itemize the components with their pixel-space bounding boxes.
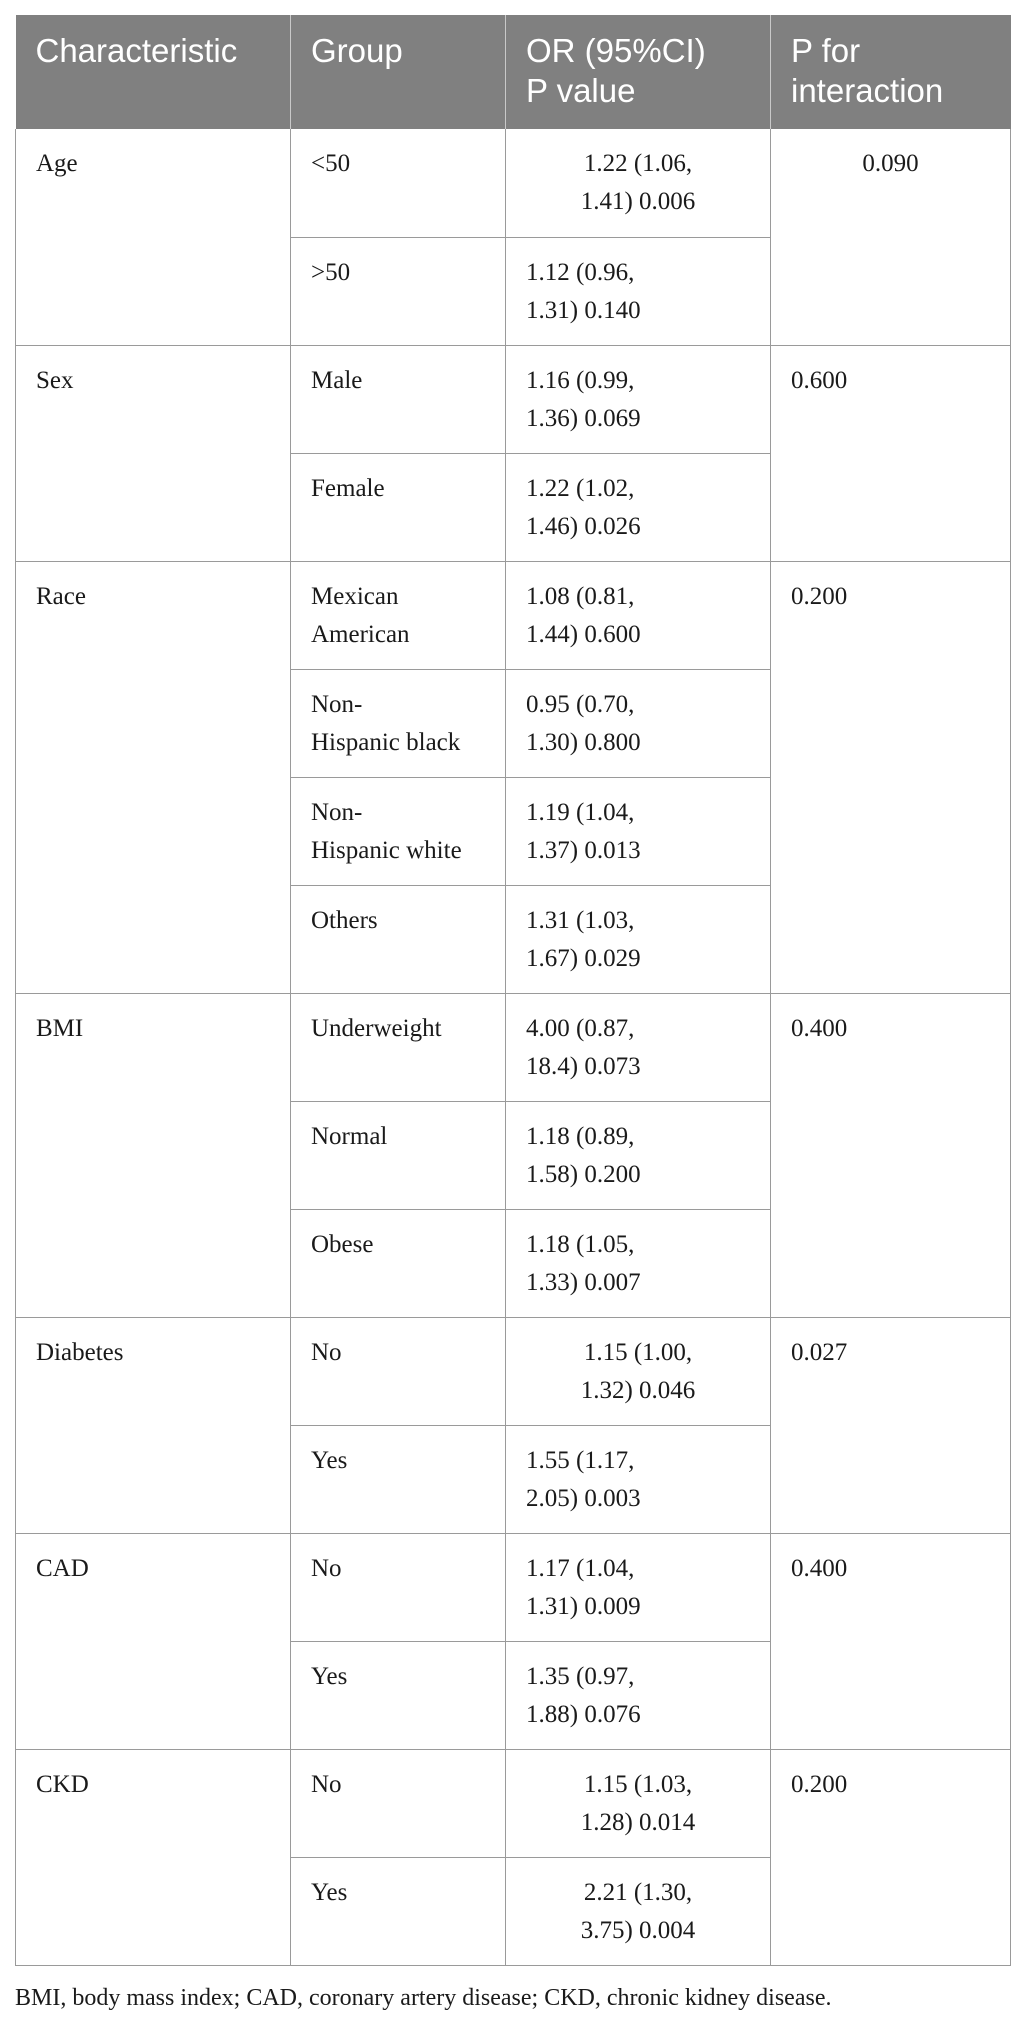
group-cell: Yes (291, 1857, 506, 1965)
group-cell: No (291, 1317, 506, 1425)
p-interaction-cell: 0.027 (771, 1317, 1011, 1533)
characteristic-cell: Sex (16, 345, 291, 561)
or-cell: 1.22 (1.06, 1.41) 0.006 (506, 129, 771, 237)
header-p-interaction: P for interaction (771, 15, 1011, 129)
header-group: Group (291, 15, 506, 129)
or-cell: 2.21 (1.30, 3.75) 0.004 (506, 1857, 771, 1965)
subgroup-table-container (15, 15, 1010, 1966)
characteristic-cell: BMI (16, 993, 291, 1317)
or-cell: 1.31 (1.03, 1.67) 0.029 (506, 885, 771, 993)
p-interaction-cell: 0.200 (771, 561, 1011, 993)
group-cell: Obese (291, 1209, 506, 1317)
group-cell: <50 (291, 129, 506, 237)
or-cell: 1.55 (1.17, 2.05) 0.003 (506, 1425, 771, 1533)
characteristic-cell: Diabetes (16, 1317, 291, 1533)
characteristic-cell: Age (16, 129, 291, 345)
group-cell: Female (291, 453, 506, 561)
characteristic-cell: CKD (16, 1749, 291, 1965)
characteristic-cell: CAD (16, 1533, 291, 1749)
or-cell: 1.16 (0.99, 1.36) 0.069 (506, 345, 771, 453)
table-row (16, 1533, 1011, 1641)
p-interaction-cell: 0.400 (771, 1533, 1011, 1749)
p-interaction-cell: 0.400 (771, 993, 1011, 1317)
subgroup-analysis-table (15, 15, 1011, 1966)
group-cell: Others (291, 885, 506, 993)
or-cell: 1.15 (1.03, 1.28) 0.014 (506, 1749, 771, 1857)
group-cell: Yes (291, 1641, 506, 1749)
header-or-pvalue: OR (95%CI) P value (506, 15, 771, 129)
or-cell: 1.18 (0.89, 1.58) 0.200 (506, 1101, 771, 1209)
group-cell: Underweight (291, 993, 506, 1101)
or-cell: 1.15 (1.00, 1.32) 0.046 (506, 1317, 771, 1425)
table-row (16, 1749, 1011, 1857)
group-cell: Yes (291, 1425, 506, 1533)
table-footnote: BMI, body mass index; CAD, coronary artery disease; CKD, chronic kidney disease. (15, 1985, 832, 2011)
or-cell: 1.18 (1.05, 1.33) 0.007 (506, 1209, 771, 1317)
or-cell: 1.08 (0.81, 1.44) 0.600 (506, 561, 771, 669)
header-characteristic: Characteristic (16, 15, 291, 129)
or-cell: 1.19 (1.04, 1.37) 0.013 (506, 777, 771, 885)
or-cell: 4.00 (0.87, 18.4) 0.073 (506, 993, 771, 1101)
characteristic-cell: Race (16, 561, 291, 993)
table-row (16, 345, 1011, 453)
group-cell: Normal (291, 1101, 506, 1209)
group-cell: Non- Hispanic black (291, 669, 506, 777)
p-interaction-cell: 0.600 (771, 345, 1011, 561)
group-cell: Non- Hispanic white (291, 777, 506, 885)
table-row (16, 1317, 1011, 1425)
p-interaction-cell: 0.090 (771, 129, 1011, 345)
or-cell: 1.17 (1.04, 1.31) 0.009 (506, 1533, 771, 1641)
table-row (16, 129, 1011, 237)
or-cell: 1.35 (0.97, 1.88) 0.076 (506, 1641, 771, 1749)
group-cell: >50 (291, 237, 506, 345)
p-interaction-cell: 0.200 (771, 1749, 1011, 1965)
table-row (16, 993, 1011, 1101)
table-header-row (16, 15, 1011, 129)
or-cell: 0.95 (0.70, 1.30) 0.800 (506, 669, 771, 777)
or-cell: 1.22 (1.02, 1.46) 0.026 (506, 453, 771, 561)
group-cell: No (291, 1533, 506, 1641)
group-cell: No (291, 1749, 506, 1857)
group-cell: Mexican American (291, 561, 506, 669)
group-cell: Male (291, 345, 506, 453)
table-row (16, 561, 1011, 669)
or-cell: 1.12 (0.96, 1.31) 0.140 (506, 237, 771, 345)
